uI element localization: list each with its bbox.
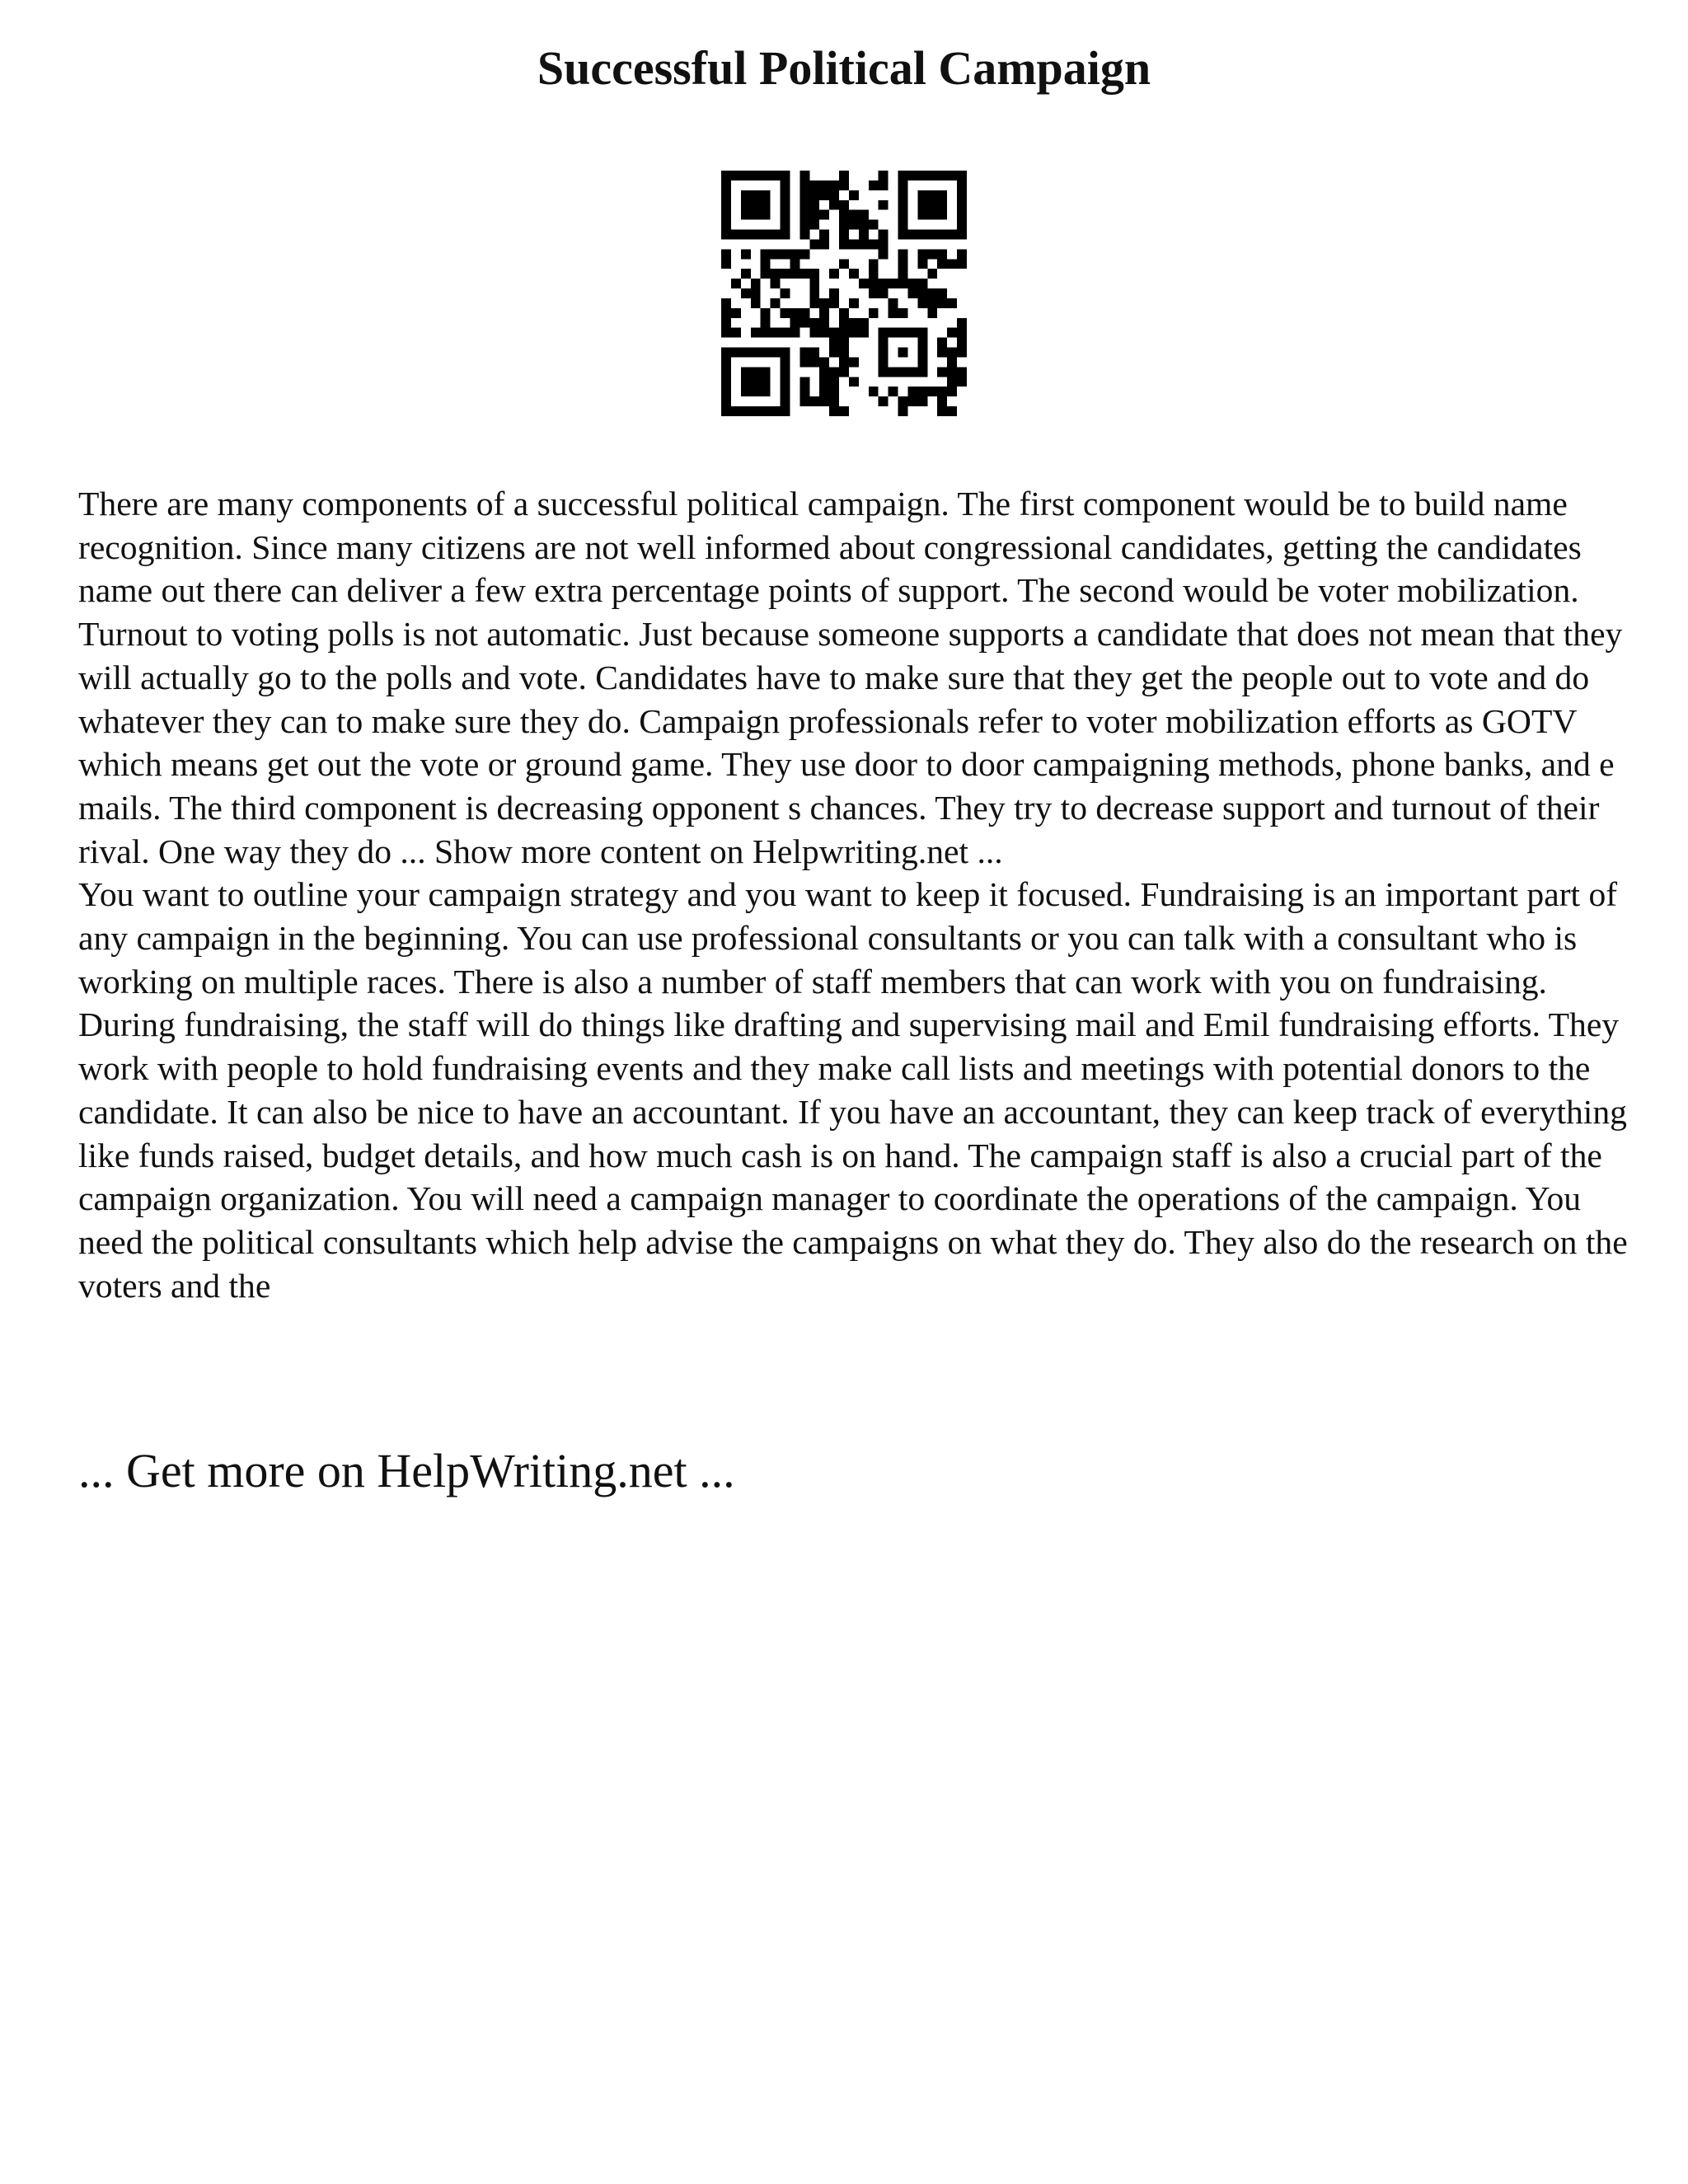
qr-code-icon xyxy=(721,171,967,416)
article-paragraph-2: You want to outline your campaign strategy and you want to keep it focused. Fundraising is an important part of any campaign in the beginning. You can use professional consultants or you can talk with a consultant who is working on multiple races. There is also a number of staff members that can work with you on fundraising. During fundraising, the staff will do things like drafting and supervising mail and Emil fundraising efforts. They work with people to hold fundraising events and they make call lists and meetings with potential donors to the candidate. It can also be nice to have an accountant. If you have an accountant, they can keep track of everything like funds raised, budget details, and how much cash is on hand. The campaign staff is also a crucial part of the campaign organization. You will need a campaign manager to coordinate the operations of the campaign. You need the political consultants which help advise the campaigns on what they do. They also do the research on the voters and the xyxy=(78,875,1628,1305)
get-more-link[interactable]: ... Get more on HelpWriting.net ... xyxy=(78,1444,735,1497)
page-title: Successful Political Campaign xyxy=(537,41,1151,95)
article-body xyxy=(78,482,1628,1307)
qr-code-graphic xyxy=(721,171,967,416)
article-paragraph-1: There are many components of a successful political campaign. The first component would be to build name recognition. Since many citizens are not well informed about congressional candidates, getting the candidates name out there can deliver a few extra percentage points of support. The second would be voter mobilization. Turnout to voting polls is not automatic. Just because someone supports a candidate that does not mean that they will actually go to the polls and vote. Candidates have to make sure that they get the people out to vote and do whatever they can to make sure they do. Campaign professionals refer to voter mobilization efforts as GOTV which means get out the vote or ground game. They use door to door campaigning methods, phone banks, and e mails. The third component is decreasing opponent s chances. They try to decrease support and turnout of their rival. One way they do ... Show more content on Helpwriting.net ... xyxy=(78,485,1623,870)
